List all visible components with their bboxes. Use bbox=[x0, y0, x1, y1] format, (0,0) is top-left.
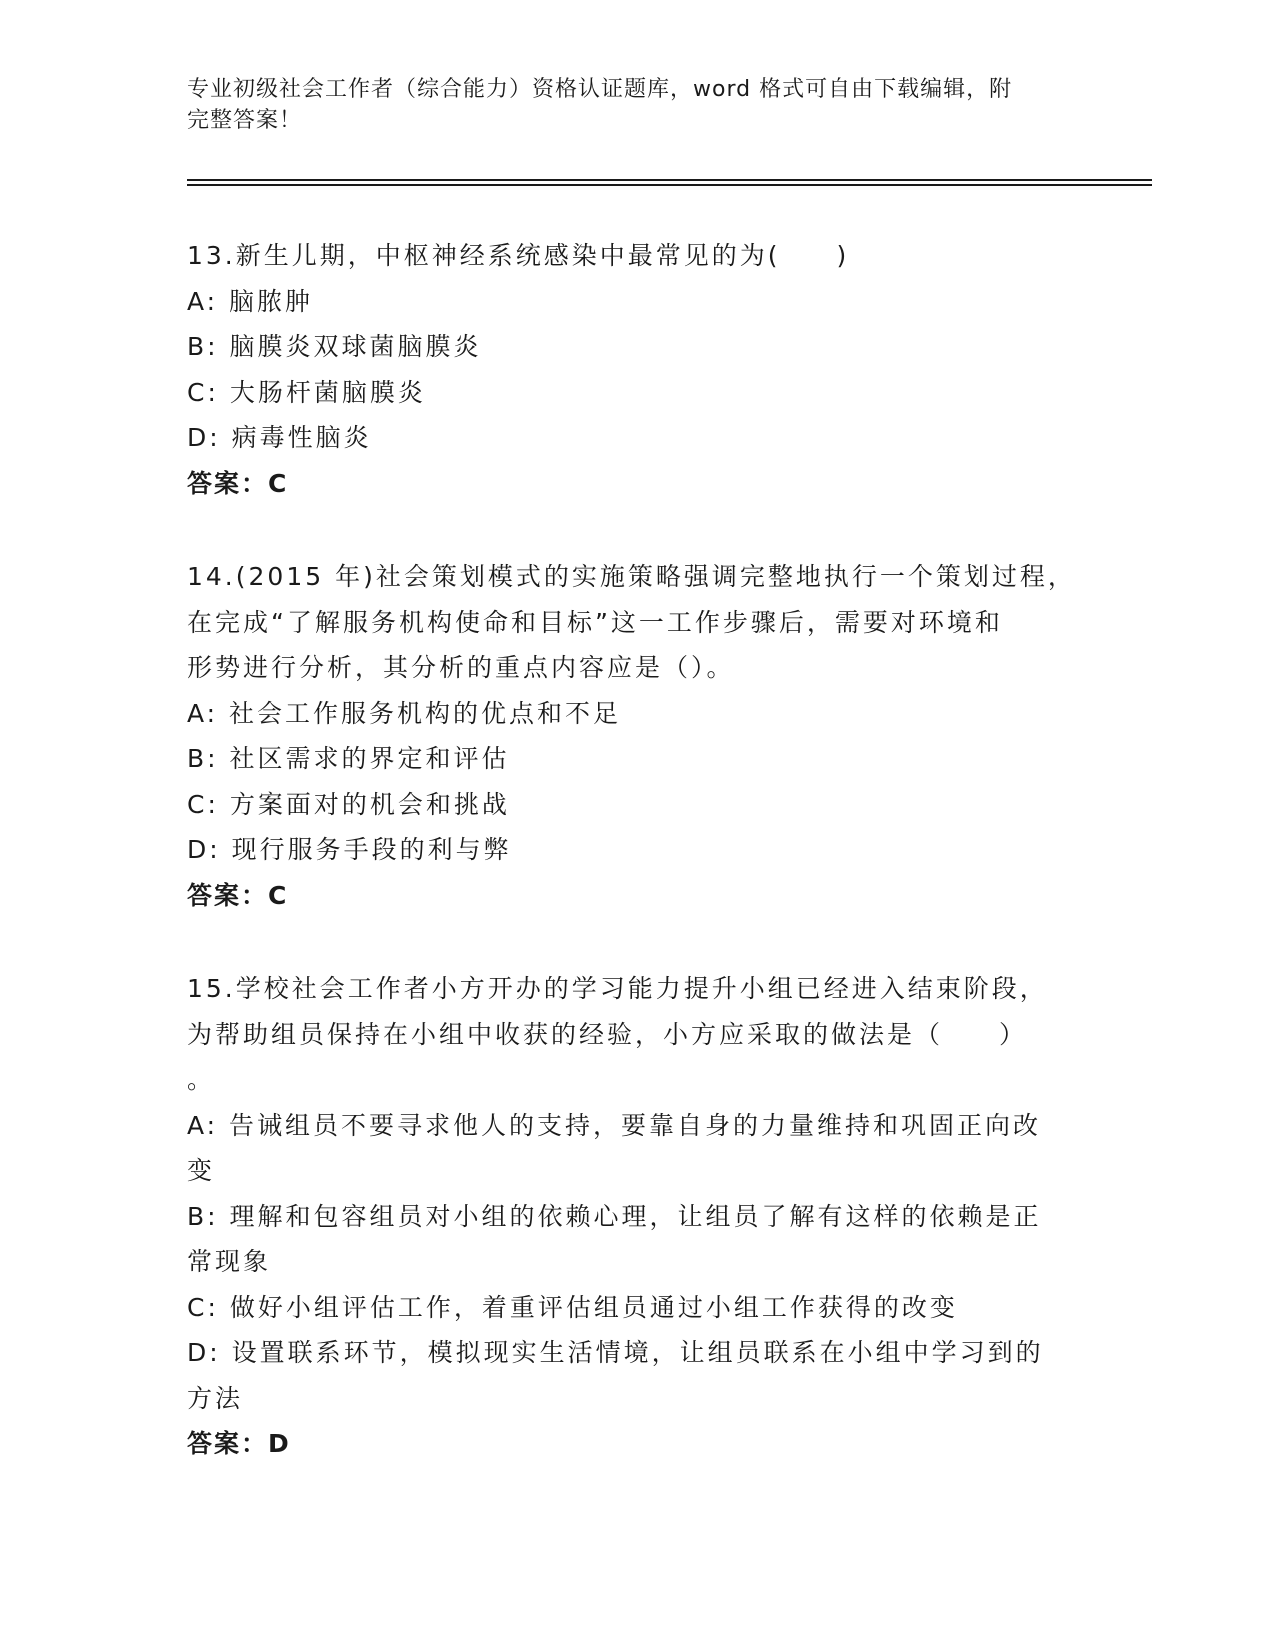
option-d: D: 现行服务手段的利与弊 bbox=[187, 835, 512, 864]
option-b: B: 理解和包容组员对小组的依赖心理，让组员了解有这样的依赖是正 bbox=[187, 1201, 1042, 1231]
option-a: A: 告诫组员不要寻求他人的支持，要靠自身的力量维持和巩固正向改 bbox=[187, 1110, 1042, 1140]
option-b-continued: 常现象 bbox=[187, 1247, 272, 1276]
question-15 bbox=[187, 966, 1087, 1467]
header-divider-top bbox=[187, 179, 1152, 181]
question-stem: 在完成“了解服务机构使命和目标”这一工作步骤后，需要对环境和 bbox=[187, 607, 1003, 637]
option-d-continued: 方法 bbox=[187, 1383, 244, 1413]
header-title-line-2: 完整答案！ bbox=[187, 108, 303, 133]
option-c: C: 大肠杆菌脑膜炎 bbox=[187, 377, 426, 407]
question-stem: 13.新生儿期，中枢神经系统感染中最常见的为( ) bbox=[187, 241, 850, 270]
question-14 bbox=[187, 554, 1087, 918]
answer-line: 答案：C bbox=[187, 468, 289, 498]
question-stem: 为帮助组员保持在小组中收获的经验，小方应采取的做法是（ ） bbox=[187, 1019, 1028, 1049]
option-b: B: 社区需求的界定和评估 bbox=[187, 744, 510, 773]
option-b: B: 脑膜炎双球菌脑膜炎 bbox=[187, 332, 482, 361]
option-d: D: 设置联系环节，模拟现实生活情境，让组员联系在小组中学习到的 bbox=[187, 1338, 1044, 1367]
question-stem: 形势进行分析，其分析的重点内容应是（）。 bbox=[187, 653, 735, 682]
question-stem: 。 bbox=[187, 1065, 216, 1094]
header-divider-bottom bbox=[187, 184, 1152, 186]
question-stem: 14.(2015 年)社会策划模式的实施策略强调完整地执行一个策划过程， bbox=[187, 562, 1076, 591]
answer-line: 答案：D bbox=[187, 1429, 291, 1458]
option-d: D: 病毒性脑炎 bbox=[187, 423, 372, 452]
document-header bbox=[187, 74, 1087, 136]
answer-line: 答案：C bbox=[187, 880, 289, 910]
option-c: C: 方案面对的机会和挑战 bbox=[187, 789, 510, 819]
option-a: A: 脑脓肿 bbox=[187, 286, 314, 316]
option-a: A: 社会工作服务机构的优点和不足 bbox=[187, 698, 622, 728]
question-stem: 15.学校社会工作者小方开办的学习能力提升小组已经进入结束阶段， bbox=[187, 974, 1048, 1003]
option-c: C: 做好小组评估工作，着重评估组员通过小组工作获得的改变 bbox=[187, 1292, 958, 1322]
header-title-line-1: 专业初级社会工作者（综合能力）资格认证题库，word 格式可自由下载编辑，附 bbox=[187, 77, 1013, 102]
option-a-continued: 变 bbox=[187, 1156, 216, 1185]
question-13 bbox=[187, 233, 1087, 506]
